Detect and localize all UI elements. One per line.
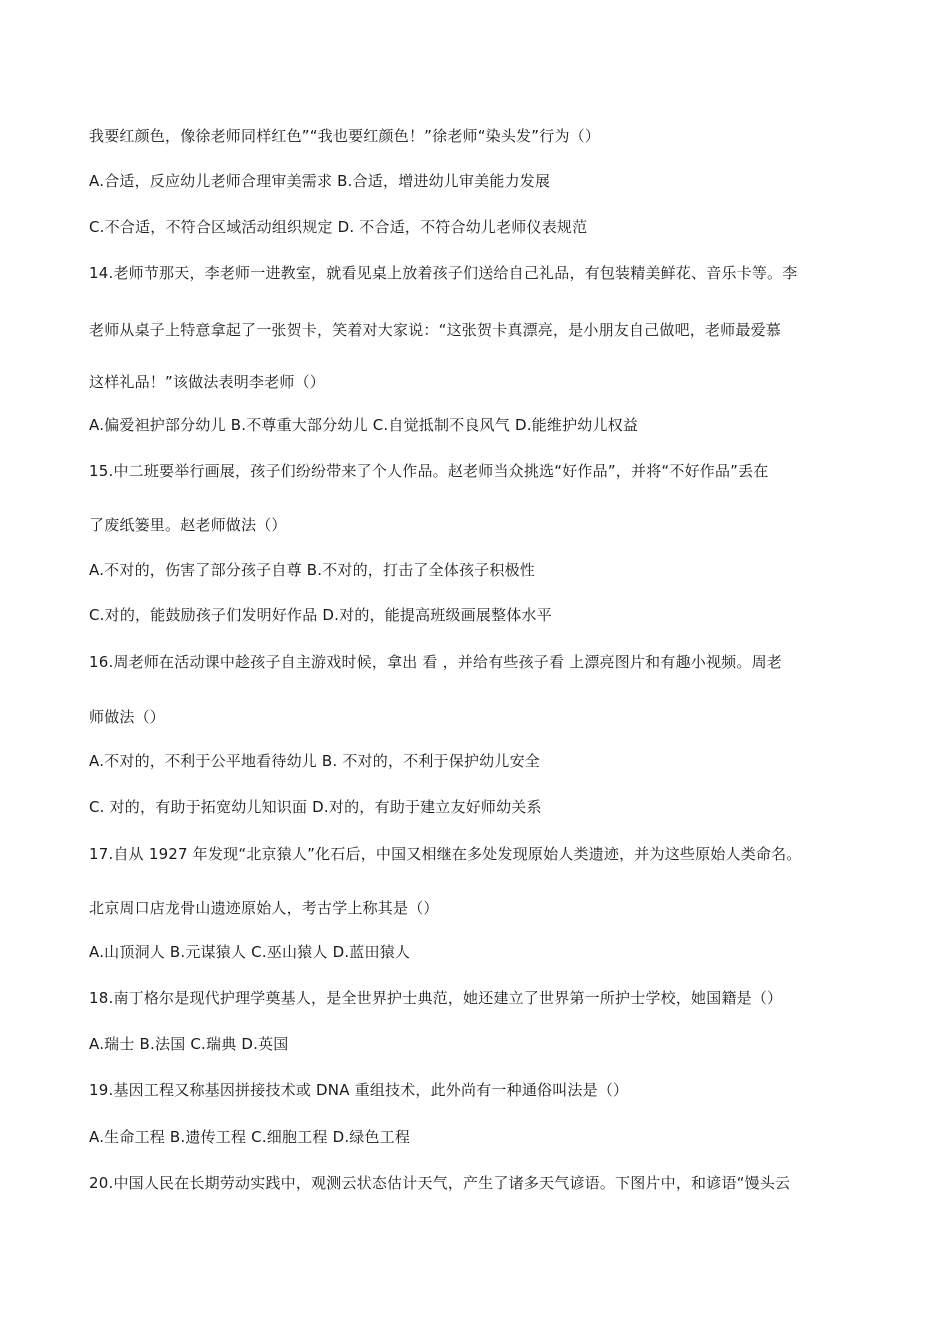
- question-18-options: A.瑞士 B.法国 C.瑞典 D.英国: [89, 1035, 289, 1053]
- question-18: 18.南丁格尔是现代护理学奠基人，是全世界护士典范，她还建立了世界第一所护士学校，她国籍是（）: [89, 989, 783, 1007]
- text-line: 我要红颜色，像徐老师同样红色”“我也要红颜色！”徐老师“染头发”行为（）: [89, 127, 601, 145]
- text-line: 师做法（）: [89, 708, 166, 726]
- question-16-options: A.不对的，不利于公平地看待幼儿 B. 不对的，不利于保护幼儿安全: [89, 752, 540, 770]
- text-line: 这样礼品！”该做法表明李老师（）: [89, 373, 325, 391]
- question-14: 14.老师节那天，李老师一进教室，就看见桌上放着孩子们送给自己礼品，有包装精美鲜花、音乐卡等。李: [89, 264, 798, 282]
- question-20: 20.中国人民在长期劳动实践中，观测云状态估计天气，产生了诸多天气谚语。下图片中，和谚语“馒头云: [89, 1174, 791, 1192]
- question-17: 17.自从 1927 年发现“北京猿人”化石后，中国又相继在多处发现原始人类遗迹，并为这些原始人类命名。: [89, 845, 802, 863]
- question-16: 16.周老师在活动课中趁孩子自主游戏时候，拿出 看 ，并给有些孩子看 上漂亮图片和有趣小视频。周老: [89, 653, 782, 671]
- question-17-options: A.山顶洞人 B.元谋猿人 C.巫山猿人 D.蓝田猿人: [89, 943, 411, 961]
- question-15-options: C.对的，能鼓励孩子们发明好作品 D.对的，能提高班级画展整体水平: [89, 606, 552, 624]
- text-line: C.不合适，不符合区域活动组织规定 D. 不合适，不符合幼儿老师仪表规范: [89, 218, 588, 236]
- question-15-options: A.不对的，伤害了部分孩子自尊 B.不对的，打击了全体孩子积极性: [89, 561, 535, 579]
- text-line: 了废纸篓里。赵老师做法（）: [89, 516, 287, 534]
- text-line: 老师从桌子上特意拿起了一张贺卡，笑着对大家说：“这张贺卡真漂亮，是小朋友自己做吧，老师最爱慕: [89, 321, 781, 339]
- question-15: 15.中二班要举行画展，孩子们纷纷带来了个人作品。赵老师当众挑选“好作品”，并将“不好作品”丢在: [89, 462, 769, 480]
- text-line: 北京周口店龙骨山遗迹原始人，考古学上称其是（）: [89, 899, 439, 917]
- question-19: 19.基因工程又称基因拼接技术或 DNA 重组技术，此外尚有一种通俗叫法是（）: [89, 1081, 629, 1099]
- text-line: A.合适，反应幼儿老师合理审美需求 B.合适，增进幼儿审美能力发展: [89, 172, 551, 190]
- question-14-options: A.偏爱袒护部分幼儿 B.不尊重大部分幼儿 C.自觉抵制不良风气 D.能维护幼儿权益: [89, 416, 639, 434]
- question-19-options: A.生命工程 B.遗传工程 C.细胞工程 D.绿色工程: [89, 1128, 411, 1146]
- question-16-options: C. 对的，有助于拓宽幼儿知识面 D.对的，有助于建立友好师幼关系: [89, 798, 542, 816]
